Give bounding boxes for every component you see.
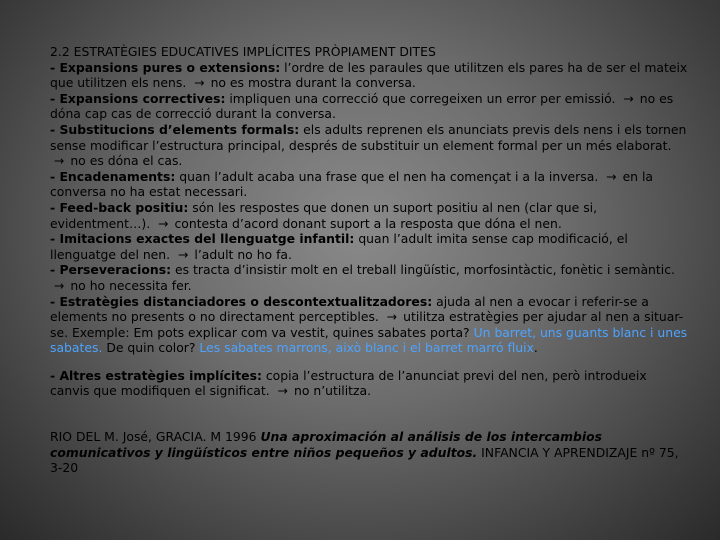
item-result: no n’utilitza. — [290, 383, 372, 399]
example-question-2: De quin color? — [102, 340, 196, 356]
item-text: copia l’estructura de l’anunciat previ del nen, però introdueix canvis que modifiquen el significat. — [50, 367, 647, 399]
strategy-item-altres — [50, 368, 690, 399]
item-result: no es mostra durant la conversa. — [206, 75, 416, 91]
example-end: . — [533, 340, 538, 356]
arrow-icon: → — [386, 309, 398, 325]
slide-content — [50, 44, 690, 476]
item-text: impliquen una correcció que corregeixen un error per emissió. — [225, 90, 616, 106]
reference-authors: RIO DEL M. José, GRACIA. M 1996 — [50, 429, 261, 445]
item-lead: - Expansions correctives: — [50, 90, 226, 106]
item-lead: - Perseveracions: — [50, 262, 172, 278]
example-answer-2: Les sabates marrons, això blanc i el barret marró fluix — [195, 340, 534, 356]
strategy-item-expansions-correctives — [50, 91, 690, 122]
strategy-item-expansions-pures — [50, 60, 690, 91]
item-result: no es dóna el cas. — [66, 153, 183, 169]
strategy-item-perseveracions — [50, 262, 690, 293]
item-result: no es dóna cap cas de correcció durant la conversa. — [50, 90, 674, 122]
arrow-icon: → — [277, 383, 289, 399]
item-text: els adults reprenen els anunciats previs dels nens i els tornen sense modificar l’estructura principal, després de substituir un element formal per un més elaborat. — [50, 121, 687, 153]
item-lead: - Encadenaments: — [50, 168, 176, 184]
arrow-icon: → — [158, 215, 169, 231]
arrow-icon: → — [623, 90, 634, 106]
item-lead: - Substitucions d’elements formals: — [50, 121, 300, 137]
section-heading: 2.2 ESTRATÈGIES EDUCATIVES IMPLÍCITES PRÒPIAMENT DITES — [50, 44, 436, 59]
item-result: en la conversa no ha estat necessari. — [50, 168, 654, 200]
item-result: utilitza estratègies per ajudar al nen a situar-se. Exemple: Em pots explicar com va vestit, quines sabates porta? — [50, 309, 684, 340]
item-text: l’ordre de les paraules que utilitzen els pares ha de ser el mateix que utilitzen els nens. — [50, 59, 688, 91]
item-text: ajuda al nen a evocar i referir-se a elements no presents o no directament perceptibles. — [50, 293, 649, 325]
arrow-icon: → — [606, 168, 617, 184]
item-result: contesta d’acord donant suport a la resposta que dóna el nen. — [170, 215, 562, 231]
item-text: quan l’adult acaba una frase que el nen ha començat i a la inversa. — [175, 168, 599, 184]
strategy-item-distanciadores — [50, 294, 690, 356]
item-lead: - Altres estratègies implícites: — [50, 367, 262, 383]
arrow-icon: → — [54, 153, 65, 169]
item-lead: - Feed-back positiu: — [50, 199, 189, 215]
strategy-item-substitucions — [50, 122, 690, 169]
item-result: l’adult no ho fa. — [190, 246, 292, 262]
item-text: es tracta d’insistir molt en el treball lingüístic, morfosintàctic, fonètic i semàntic. — [171, 262, 675, 278]
strategy-item-feedback-positiu — [50, 200, 690, 231]
item-lead: - Estratègies distanciadores o descontextualitzadores: — [50, 293, 433, 309]
item-lead: - Imitacions exactes del llenguatge infantil: — [50, 231, 355, 247]
arrow-icon: → — [178, 246, 189, 262]
item-lead: - Expansions pures o extensions: — [50, 59, 281, 75]
strategy-item-encadenaments — [50, 169, 690, 200]
arrow-icon: → — [54, 277, 65, 293]
arrow-icon: → — [194, 75, 205, 91]
strategy-item-imitacions — [50, 231, 690, 262]
bibliographic-reference — [50, 429, 690, 476]
reference-source: INFANCIA Y APRENDIZAJE nº 75, 3-20 — [50, 444, 679, 476]
item-text: són les respostes que donen un suport positiu al nen (clar que si, evidentment…). — [50, 199, 598, 231]
item-text: quan l’adult imita sense cap modificació, el llenguatge del nen. — [50, 231, 628, 262]
item-result: no ho necessita fer. — [66, 277, 192, 293]
example-answer-1: Un barret, uns guants blanc i unes sabates. — [50, 324, 688, 356]
reference-title: Una aproximación al análisis de los intercambios comunicativos y lingüísticos entre niños pequeños y adultos. — [50, 429, 603, 460]
